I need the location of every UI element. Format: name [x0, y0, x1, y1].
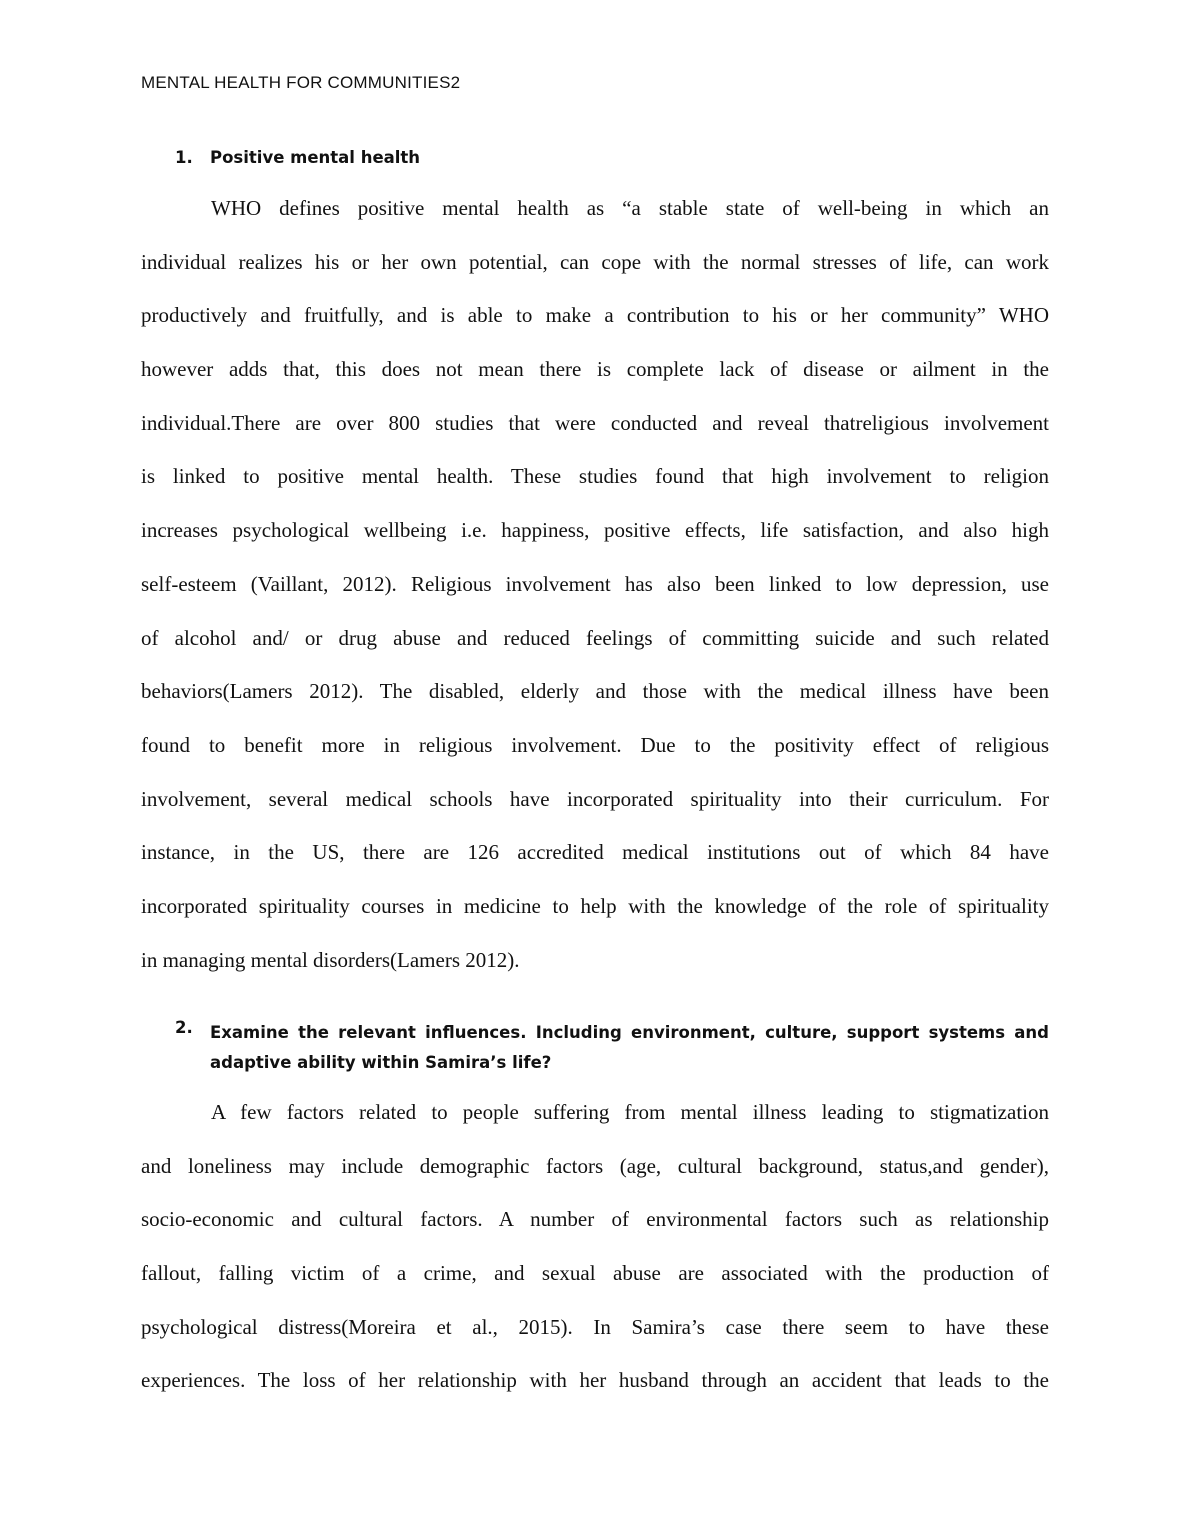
text-line: self-esteem (Vaillant, 2012). Religious involvement has also been linked to low depression, use [141, 571, 1049, 596]
section-1-paragraph [141, 182, 1049, 987]
text-line: A few factors related to people suffering from mental illness leading to stigmatization [211, 1100, 1049, 1124]
text-line: individual realizes his or her own potential, can cope with the normal stresses of life, can work [141, 249, 1049, 274]
text-line: increases psychological wellbeing i.e. happiness, positive effects, life satisfaction, and also high [141, 518, 1049, 543]
heading-text-line: adaptive ability within Samira’s life? [210, 1053, 552, 1072]
text-line: incorporated spirituality courses in medicine to help with the knowledge of the role of spirituality [141, 893, 1049, 918]
text-line: however adds that, this does not mean there is complete lack of disease or ailment in the [141, 357, 1049, 382]
text-line: socio-economic and cultural factors. A number of environmental factors such as relationship [141, 1207, 1049, 1232]
text-line: in managing mental disorders(Lamers 2012). [141, 947, 520, 972]
text-line: productively and fruitfully, and is able to make a contribution to his or her community” WHO [141, 303, 1049, 328]
text-line: and loneliness may include demographic factors (age, cultural background, status,and gender), [141, 1153, 1049, 1178]
text-line: experiences. The loss of her relationship with her husband through an accident that leads to the [141, 1368, 1049, 1393]
text-line: found to benefit more in religious involvement. Due to the positivity effect of religious [141, 732, 1049, 757]
section-number: 2. [175, 1018, 193, 1037]
section-number: 1. [175, 148, 193, 167]
text-line: involvement, several medical schools have incorporated spirituality into their curriculum. For [141, 786, 1049, 811]
text-line: fallout, falling victim of a crime, and sexual abuse are associated with the production of [141, 1261, 1049, 1286]
section-2-heading [175, 1018, 1049, 1078]
section-1-heading [175, 148, 421, 167]
text-line: psychological distress(Moreira et al., 2015). In Samira’s case there seem to have these [141, 1314, 1049, 1339]
text-line: individual.There are over 800 studies that were conducted and reveal thatreligious involvement [141, 410, 1049, 435]
text-line: WHO defines positive mental health as “a stable state of well-being in which an [211, 196, 1049, 220]
text-line: behaviors(Lamers 2012). The disabled, elderly and those with the medical illness have been [141, 679, 1049, 704]
text-line: instance, in the US, there are 126 accredited medical institutions out of which 84 have [141, 840, 1049, 865]
heading-text: Positive mental health [210, 148, 421, 167]
section-2-paragraph [141, 1086, 1049, 1408]
text-line: is linked to positive mental health. These studies found that high involvement to religion [141, 464, 1049, 489]
running-header: MENTAL HEALTH FOR COMMUNITIES2 [141, 73, 461, 92]
text-line: of alcohol and/ or drug abuse and reduced feelings of committing suicide and such related [141, 625, 1049, 650]
heading-text-line: Examine the relevant influences. Including environment, culture, support systems and [210, 1023, 1049, 1042]
